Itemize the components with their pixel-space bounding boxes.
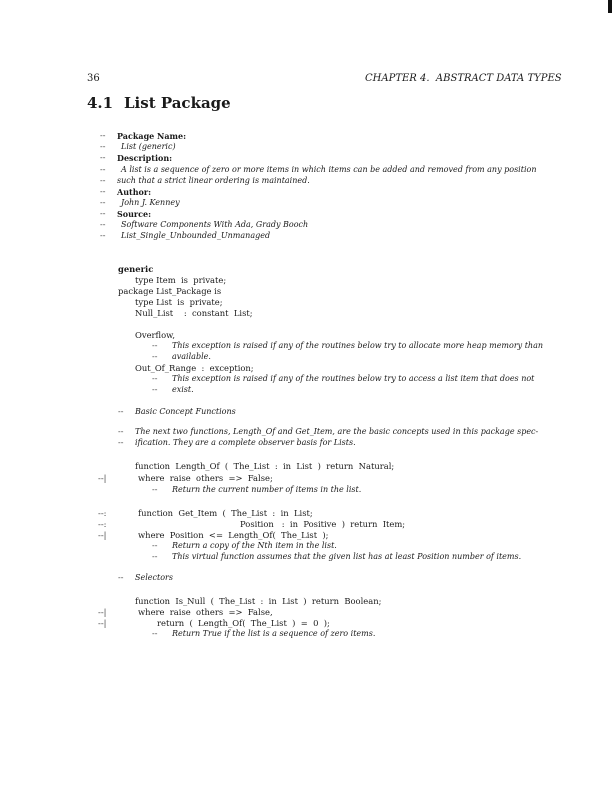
comment-marker: -- xyxy=(118,427,124,436)
comment-line: Return the current number of items in the list. xyxy=(172,485,362,494)
comment-marker: -- xyxy=(152,374,158,383)
annotation-marker: --| xyxy=(98,530,107,540)
code-line: type Item is private; xyxy=(135,275,227,285)
comment-marker: -- xyxy=(152,485,158,494)
comment-line: such that a strict linear ordering is maintained. xyxy=(117,176,310,185)
comment-line: Source: xyxy=(117,209,152,219)
comment-line: This exception is raised if any of the routines below try to access a list item that does not xyxy=(172,374,535,383)
comment-line: ification. They are a complete observer basis for Lists. xyxy=(135,438,356,447)
comment-marker: -- xyxy=(100,198,106,207)
comment-line: Description: xyxy=(117,153,173,163)
code-line: generic xyxy=(118,264,154,274)
code-line: Position : in Positive ) return Item; xyxy=(240,519,406,529)
comment-line: This exception is raised if any of the routines below try to allocate more heap memory than xyxy=(172,341,544,350)
section-title: List Package xyxy=(124,94,231,112)
comment-marker: -- xyxy=(152,352,158,361)
chapter-header: CHAPTER 4. ABSTRACT DATA TYPES xyxy=(365,73,562,84)
section-number: 4.1 xyxy=(87,94,114,112)
annotation-marker: --: xyxy=(98,508,107,518)
comment-marker: -- xyxy=(152,541,158,550)
comment-line: John J. Kenney xyxy=(121,198,180,207)
code-line: Null_List : constant List; xyxy=(135,308,253,318)
comment-marker: -- xyxy=(152,385,158,394)
comment-marker: -- xyxy=(100,209,106,218)
page-number: 36 xyxy=(87,73,100,84)
comment-marker: -- xyxy=(100,165,106,174)
comment-marker: -- xyxy=(152,341,158,350)
comment-line: The next two functions, Length_Of and Get_Item, are the basic concepts used in this package spec- xyxy=(135,427,539,436)
code-line: function Is_Null ( The_List : in List ) return Boolean; xyxy=(135,596,382,606)
comment-marker: -- xyxy=(152,552,158,561)
comment-marker: -- xyxy=(118,438,124,447)
comment-line: Software Components With Ada, Grady Booch xyxy=(121,220,309,229)
code-line: type List is private; xyxy=(135,297,223,307)
comment-line: List_Single_Unbounded_Unmanaged xyxy=(121,231,271,240)
comment-marker: -- xyxy=(100,187,106,196)
comment-line: Author: xyxy=(117,187,152,197)
annotation-marker: --| xyxy=(98,607,107,617)
code-line: where raise others => False, xyxy=(138,607,273,617)
comment-marker: -- xyxy=(100,153,106,162)
section-comment: Selectors xyxy=(135,573,173,582)
scan-edge-mark xyxy=(608,0,612,13)
code-line: Overflow, xyxy=(135,330,176,340)
code-line: package List_Package is xyxy=(118,286,222,296)
comment-marker: -- xyxy=(100,176,106,185)
comment-line: This virtual function assumes that the given list has at least Position number of items. xyxy=(172,552,522,561)
code-line: function Length_Of ( The_List : in List ) return Natural; xyxy=(135,461,395,471)
code-line: function Get_Item ( The_List : in List; xyxy=(138,508,313,518)
annotation-marker: --| xyxy=(98,473,107,483)
comment-marker: -- xyxy=(100,220,106,229)
comment-marker: -- xyxy=(118,407,124,416)
comment-line: exist. xyxy=(172,385,194,394)
annotation-marker: --| xyxy=(98,618,107,628)
section-comment: Basic Concept Functions xyxy=(135,407,236,416)
comment-line: available. xyxy=(172,352,211,361)
comment-marker: -- xyxy=(100,131,106,140)
code-line: Out_Of_Range : exception; xyxy=(135,363,254,373)
comment-line: A list is a sequence of zero or more items in which items can be added and removed from any position xyxy=(121,165,537,174)
code-line: where Position <= Length_Of( The_List ); xyxy=(138,530,329,540)
comment-marker: -- xyxy=(100,142,106,151)
comment-marker: -- xyxy=(152,629,158,638)
comment-marker: -- xyxy=(100,231,106,240)
comment-line: Package Name: xyxy=(117,131,187,141)
code-line: return ( Length_Of( The_List ) = 0 ); xyxy=(157,618,330,628)
comment-line: Return a copy of the Nth item in the list. xyxy=(172,541,337,550)
comment-marker: -- xyxy=(118,573,124,582)
comment-line: List (generic) xyxy=(121,142,176,151)
annotation-marker: --: xyxy=(98,519,107,529)
code-line: where raise others => False; xyxy=(138,473,273,483)
comment-line: Return True if the list is a sequence of zero items. xyxy=(172,629,376,638)
